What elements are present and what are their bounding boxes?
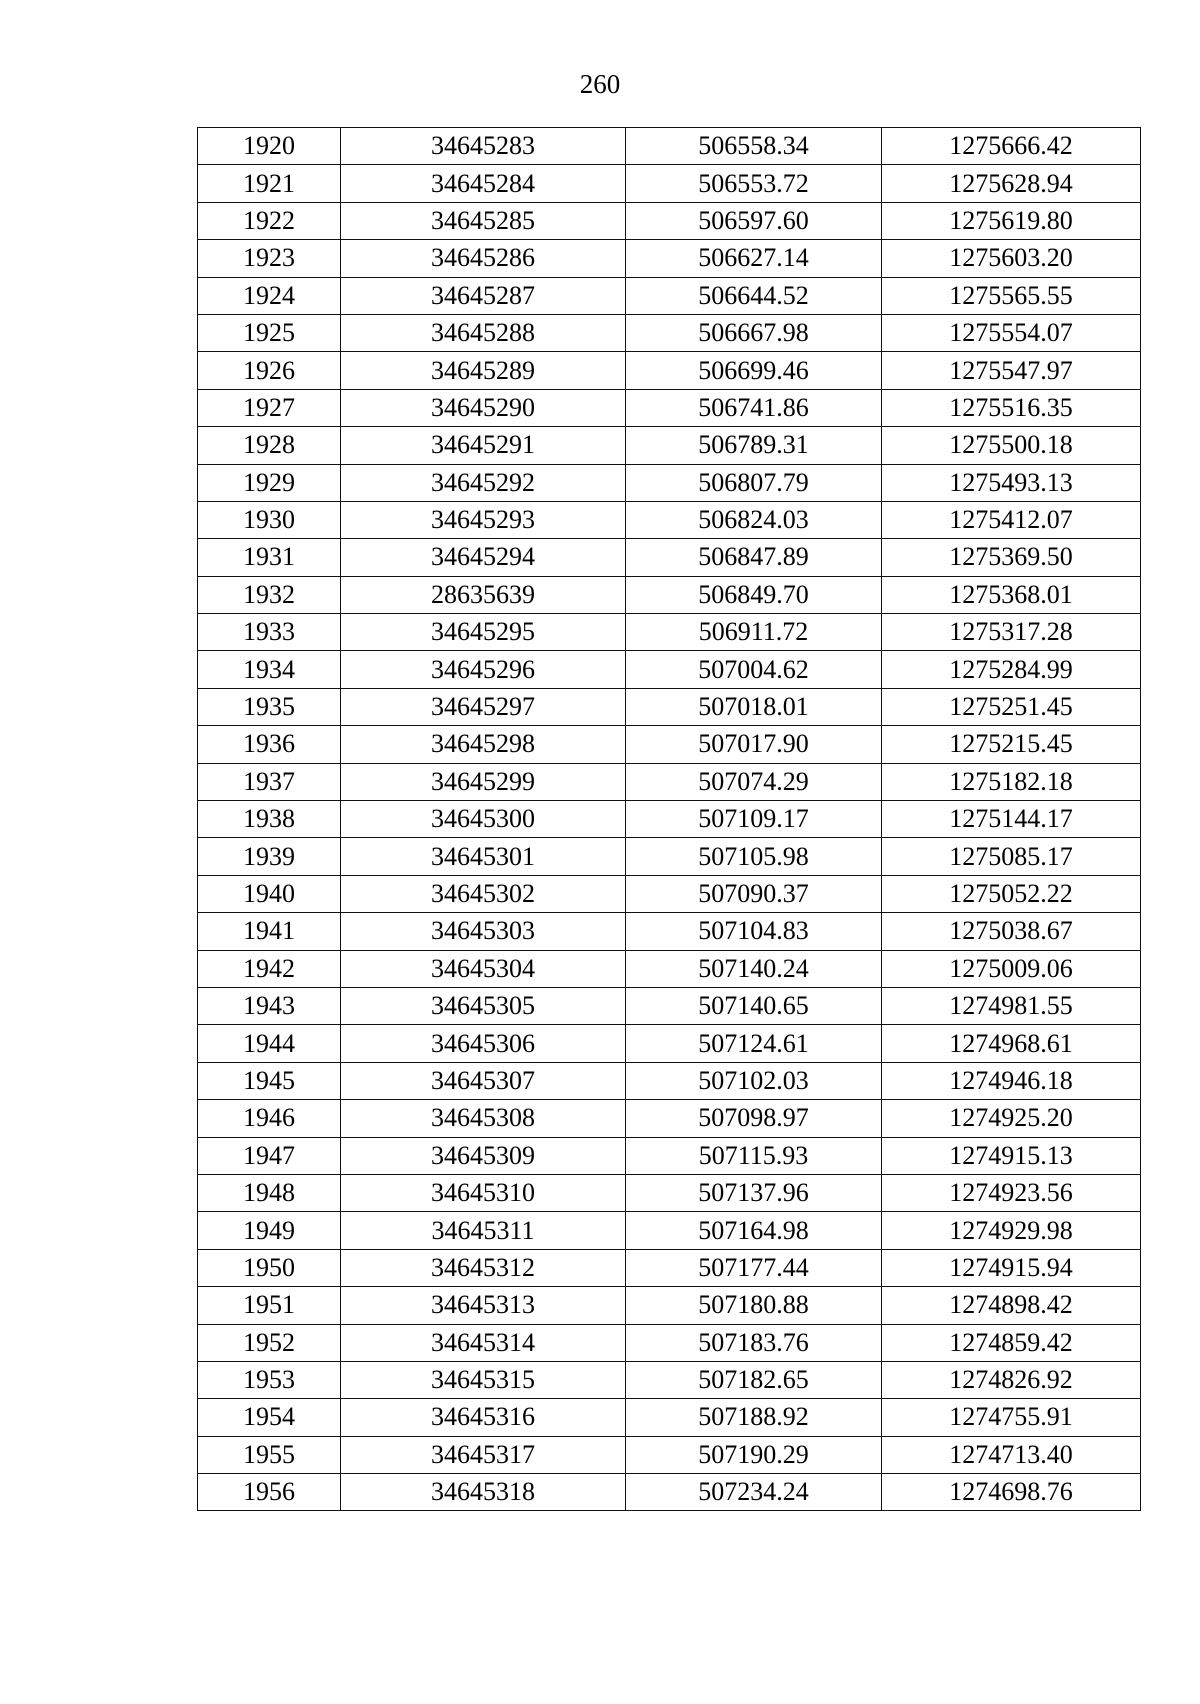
table-row <box>198 539 1141 576</box>
x-coordinate-cell: 507182.65 <box>626 1361 882 1398</box>
cadastral-id-cell: 34645283 <box>341 128 626 165</box>
table-row <box>198 987 1141 1024</box>
table-row <box>198 277 1141 314</box>
table-row <box>198 314 1141 351</box>
y-coordinate-cell: 1274929.98 <box>882 1212 1141 1249</box>
table-row <box>198 651 1141 688</box>
x-coordinate-cell: 506824.03 <box>626 501 882 538</box>
cadastral-id-cell: 34645315 <box>341 1361 626 1398</box>
cadastral-id-cell: 34645297 <box>341 688 626 725</box>
point-number-cell: 1940 <box>198 875 341 912</box>
x-coordinate-cell: 507234.24 <box>626 1474 882 1511</box>
table-row <box>198 240 1141 277</box>
point-number-cell: 1925 <box>198 314 341 351</box>
table-row <box>198 838 1141 875</box>
x-coordinate-cell: 506667.98 <box>626 314 882 351</box>
table-row <box>198 688 1141 725</box>
y-coordinate-cell: 1274915.13 <box>882 1137 1141 1174</box>
x-coordinate-cell: 506699.46 <box>626 352 882 389</box>
point-number-cell: 1951 <box>198 1287 341 1324</box>
x-coordinate-cell: 506627.14 <box>626 240 882 277</box>
cadastral-id-cell: 34645304 <box>341 950 626 987</box>
cadastral-id-cell: 34645301 <box>341 838 626 875</box>
cadastral-id-cell: 34645284 <box>341 165 626 202</box>
x-coordinate-cell: 506847.89 <box>626 539 882 576</box>
y-coordinate-cell: 1275603.20 <box>882 240 1141 277</box>
x-coordinate-cell: 506849.70 <box>626 576 882 613</box>
point-number-cell: 1924 <box>198 277 341 314</box>
x-coordinate-cell: 507017.90 <box>626 726 882 763</box>
point-number-cell: 1944 <box>198 1025 341 1062</box>
table-row <box>198 165 1141 202</box>
table-row <box>198 1100 1141 1137</box>
y-coordinate-cell: 1275368.01 <box>882 576 1141 613</box>
coordinates-table-body <box>198 128 1141 1511</box>
x-coordinate-cell: 507177.44 <box>626 1249 882 1286</box>
point-number-cell: 1930 <box>198 501 341 538</box>
y-coordinate-cell: 1275215.45 <box>882 726 1141 763</box>
table-row <box>198 464 1141 501</box>
x-coordinate-cell: 507137.96 <box>626 1174 882 1211</box>
x-coordinate-cell: 507105.98 <box>626 838 882 875</box>
cadastral-id-cell: 28635639 <box>341 576 626 613</box>
page-number: 260 <box>579 69 621 99</box>
x-coordinate-cell: 506807.79 <box>626 464 882 501</box>
y-coordinate-cell: 1274968.61 <box>882 1025 1141 1062</box>
x-coordinate-cell: 507104.83 <box>626 913 882 950</box>
point-number-cell: 1932 <box>198 576 341 613</box>
cadastral-id-cell: 34645318 <box>341 1474 626 1511</box>
point-number-cell: 1921 <box>198 165 341 202</box>
cadastral-id-cell: 34645292 <box>341 464 626 501</box>
x-coordinate-cell: 507183.76 <box>626 1324 882 1361</box>
table-row <box>198 1025 1141 1062</box>
point-number-cell: 1948 <box>198 1174 341 1211</box>
x-coordinate-cell: 506911.72 <box>626 614 882 651</box>
cadastral-id-cell: 34645299 <box>341 763 626 800</box>
table-row <box>198 427 1141 464</box>
cadastral-id-cell: 34645309 <box>341 1137 626 1174</box>
cadastral-id-cell: 34645314 <box>341 1324 626 1361</box>
y-coordinate-cell: 1275182.18 <box>882 763 1141 800</box>
table-row <box>198 1174 1141 1211</box>
y-coordinate-cell: 1275284.99 <box>882 651 1141 688</box>
y-coordinate-cell: 1274923.56 <box>882 1174 1141 1211</box>
y-coordinate-cell: 1275085.17 <box>882 838 1141 875</box>
y-coordinate-cell: 1274981.55 <box>882 987 1141 1024</box>
point-number-cell: 1946 <box>198 1100 341 1137</box>
table-row <box>198 1399 1141 1436</box>
y-coordinate-cell: 1274698.76 <box>882 1474 1141 1511</box>
point-number-cell: 1953 <box>198 1361 341 1398</box>
y-coordinate-cell: 1274925.20 <box>882 1100 1141 1137</box>
y-coordinate-cell: 1275251.45 <box>882 688 1141 725</box>
table-row <box>198 1324 1141 1361</box>
cadastral-id-cell: 34645311 <box>341 1212 626 1249</box>
x-coordinate-cell: 507115.93 <box>626 1137 882 1174</box>
x-coordinate-cell: 507188.92 <box>626 1399 882 1436</box>
y-coordinate-cell: 1274755.91 <box>882 1399 1141 1436</box>
point-number-cell: 1950 <box>198 1249 341 1286</box>
point-number-cell: 1934 <box>198 651 341 688</box>
x-coordinate-cell: 506741.86 <box>626 389 882 426</box>
coordinates-table <box>197 127 1141 1511</box>
y-coordinate-cell: 1275500.18 <box>882 427 1141 464</box>
cadastral-id-cell: 34645288 <box>341 314 626 351</box>
x-coordinate-cell: 506597.60 <box>626 202 882 239</box>
x-coordinate-cell: 507140.24 <box>626 950 882 987</box>
table-row <box>198 389 1141 426</box>
point-number-cell: 1920 <box>198 128 341 165</box>
point-number-cell: 1942 <box>198 950 341 987</box>
cadastral-id-cell: 34645310 <box>341 1174 626 1211</box>
cadastral-id-cell: 34645287 <box>341 277 626 314</box>
cadastral-id-cell: 34645295 <box>341 614 626 651</box>
cadastral-id-cell: 34645312 <box>341 1249 626 1286</box>
table-row <box>198 726 1141 763</box>
x-coordinate-cell: 506558.34 <box>626 128 882 165</box>
table-row <box>198 501 1141 538</box>
cadastral-id-cell: 34645303 <box>341 913 626 950</box>
y-coordinate-cell: 1275516.35 <box>882 389 1141 426</box>
cadastral-id-cell: 34645293 <box>341 501 626 538</box>
cadastral-id-cell: 34645306 <box>341 1025 626 1062</box>
point-number-cell: 1956 <box>198 1474 341 1511</box>
cadastral-id-cell: 34645289 <box>341 352 626 389</box>
y-coordinate-cell: 1275493.13 <box>882 464 1141 501</box>
y-coordinate-cell: 1275554.07 <box>882 314 1141 351</box>
y-coordinate-cell: 1275565.55 <box>882 277 1141 314</box>
table-row <box>198 763 1141 800</box>
y-coordinate-cell: 1275619.80 <box>882 202 1141 239</box>
y-coordinate-cell: 1275009.06 <box>882 950 1141 987</box>
y-coordinate-cell: 1274946.18 <box>882 1062 1141 1099</box>
point-number-cell: 1926 <box>198 352 341 389</box>
cadastral-id-cell: 34645300 <box>341 801 626 838</box>
point-number-cell: 1933 <box>198 614 341 651</box>
x-coordinate-cell: 506644.52 <box>626 277 882 314</box>
point-number-cell: 1952 <box>198 1324 341 1361</box>
y-coordinate-cell: 1274898.42 <box>882 1287 1141 1324</box>
x-coordinate-cell: 507098.97 <box>626 1100 882 1137</box>
table-row <box>198 875 1141 912</box>
cadastral-id-cell: 34645305 <box>341 987 626 1024</box>
cadastral-id-cell: 34645313 <box>341 1287 626 1324</box>
cadastral-id-cell: 34645307 <box>341 1062 626 1099</box>
y-coordinate-cell: 1275666.42 <box>882 128 1141 165</box>
point-number-cell: 1937 <box>198 763 341 800</box>
cadastral-id-cell: 34645294 <box>341 539 626 576</box>
table-row <box>198 614 1141 651</box>
point-number-cell: 1935 <box>198 688 341 725</box>
cadastral-id-cell: 34645308 <box>341 1100 626 1137</box>
y-coordinate-cell: 1274713.40 <box>882 1436 1141 1473</box>
table-row <box>198 913 1141 950</box>
point-number-cell: 1938 <box>198 801 341 838</box>
point-number-cell: 1945 <box>198 1062 341 1099</box>
y-coordinate-cell: 1275628.94 <box>882 165 1141 202</box>
y-coordinate-cell: 1275052.22 <box>882 875 1141 912</box>
point-number-cell: 1943 <box>198 987 341 1024</box>
y-coordinate-cell: 1275317.28 <box>882 614 1141 651</box>
table-row <box>198 352 1141 389</box>
point-number-cell: 1931 <box>198 539 341 576</box>
point-number-cell: 1928 <box>198 427 341 464</box>
point-number-cell: 1936 <box>198 726 341 763</box>
cadastral-id-cell: 34645298 <box>341 726 626 763</box>
table-row <box>198 128 1141 165</box>
table-row <box>198 1474 1141 1511</box>
cadastral-id-cell: 34645302 <box>341 875 626 912</box>
point-number-cell: 1955 <box>198 1436 341 1473</box>
table-row <box>198 950 1141 987</box>
point-number-cell: 1927 <box>198 389 341 426</box>
y-coordinate-cell: 1275412.07 <box>882 501 1141 538</box>
cadastral-id-cell: 34645317 <box>341 1436 626 1473</box>
x-coordinate-cell: 507140.65 <box>626 987 882 1024</box>
x-coordinate-cell: 507018.01 <box>626 688 882 725</box>
point-number-cell: 1923 <box>198 240 341 277</box>
table-row <box>198 1436 1141 1473</box>
point-number-cell: 1949 <box>198 1212 341 1249</box>
y-coordinate-cell: 1275369.50 <box>882 539 1141 576</box>
x-coordinate-cell: 507109.17 <box>626 801 882 838</box>
x-coordinate-cell: 507090.37 <box>626 875 882 912</box>
y-coordinate-cell: 1274859.42 <box>882 1324 1141 1361</box>
table-row <box>198 576 1141 613</box>
x-coordinate-cell: 507190.29 <box>626 1436 882 1473</box>
table-row <box>198 1287 1141 1324</box>
x-coordinate-cell: 507180.88 <box>626 1287 882 1324</box>
cadastral-id-cell: 34645285 <box>341 202 626 239</box>
x-coordinate-cell: 507074.29 <box>626 763 882 800</box>
x-coordinate-cell: 506789.31 <box>626 427 882 464</box>
table-row <box>198 1062 1141 1099</box>
y-coordinate-cell: 1274915.94 <box>882 1249 1141 1286</box>
cadastral-id-cell: 34645290 <box>341 389 626 426</box>
cadastral-id-cell: 34645296 <box>341 651 626 688</box>
y-coordinate-cell: 1274826.92 <box>882 1361 1141 1398</box>
x-coordinate-cell: 507004.62 <box>626 651 882 688</box>
point-number-cell: 1941 <box>198 913 341 950</box>
table-row <box>198 1137 1141 1174</box>
x-coordinate-cell: 507102.03 <box>626 1062 882 1099</box>
y-coordinate-cell: 1275038.67 <box>882 913 1141 950</box>
cadastral-id-cell: 34645291 <box>341 427 626 464</box>
table-row <box>198 202 1141 239</box>
point-number-cell: 1947 <box>198 1137 341 1174</box>
table-row <box>198 801 1141 838</box>
point-number-cell: 1954 <box>198 1399 341 1436</box>
point-number-cell: 1929 <box>198 464 341 501</box>
point-number-cell: 1939 <box>198 838 341 875</box>
cadastral-id-cell: 34645316 <box>341 1399 626 1436</box>
x-coordinate-cell: 506553.72 <box>626 165 882 202</box>
table-row <box>198 1249 1141 1286</box>
cadastral-id-cell: 34645286 <box>341 240 626 277</box>
table-row <box>198 1212 1141 1249</box>
x-coordinate-cell: 507124.61 <box>626 1025 882 1062</box>
y-coordinate-cell: 1275144.17 <box>882 801 1141 838</box>
y-coordinate-cell: 1275547.97 <box>882 352 1141 389</box>
point-number-cell: 1922 <box>198 202 341 239</box>
table-row <box>198 1361 1141 1398</box>
x-coordinate-cell: 507164.98 <box>626 1212 882 1249</box>
